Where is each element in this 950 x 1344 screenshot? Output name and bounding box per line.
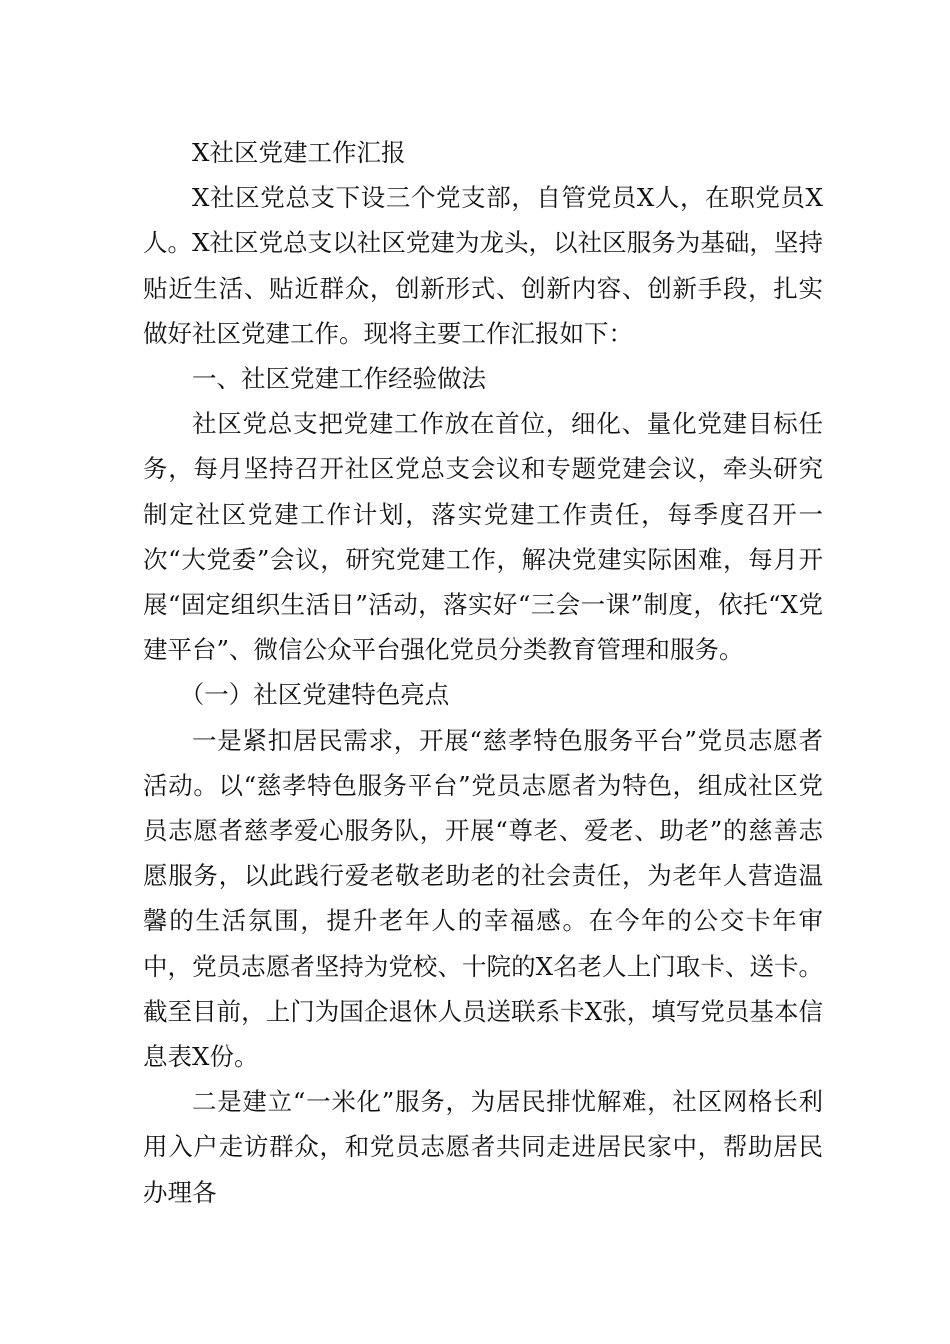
document-body (143, 130, 823, 1215)
intro-paragraph: X社区党总支下设三个党支部，自管党员X人，在职党员X人。X社区党总支以社区党建为龙头，以社区服务为基础，坚持贴近生活、贴近群众，创新形式、创新内容、创新手段，扎实做好社区党建工作。现将主要工作汇报如下： (143, 183, 823, 348)
body-paragraph: 社区党总支把党建工作放在首位，细化、量化党建目标任务，每月坚持召开社区党总支会议和专题党建会议，牵头研究制定社区党建工作计划，落实党建工作责任，每季度召开一次“大党委”会议，研究党建工作，解决党建实际困难，每月开展“固定组织生活日”活动，落实好“三会一课”制度，依托“X党建平台”、微信公众平台强化党员分类教育管理和服务。 (143, 409, 823, 665)
section-heading-1: 一、社区党建工作经验做法 (192, 364, 486, 394)
body-paragraph: 二是建立“一米化”服务，为居民排忧解难，社区网格长利用入户走访群众，和党员志愿者共同走进居民家中，帮助居民办理各 (143, 1087, 823, 1207)
subsection-heading-1: （一）社区党建特色亮点 (179, 680, 450, 710)
document-title: X社区党建工作汇报 (192, 138, 406, 167)
body-paragraph: 一是紧扣居民需求，开展“慈孝特色服务平台”党员志愿者活动。以“慈孝特色服务平台”党员志愿者为特色，组成社区党员志愿者慈孝爱心服务队，开展“尊老、爱老、助老”的慈善志愿服务，以此践行爱老敬老助老的社会责任，为老年人营造温馨的生活氛围，提升老年人的幸福感。在今年的公交卡年审中，党员志愿者坚持为党校、十院的X名老人上门取卡、送卡。截至目前，上门为国企退休人员送联系卡X张，填写党员基本信息表X份。 (143, 725, 823, 1072)
